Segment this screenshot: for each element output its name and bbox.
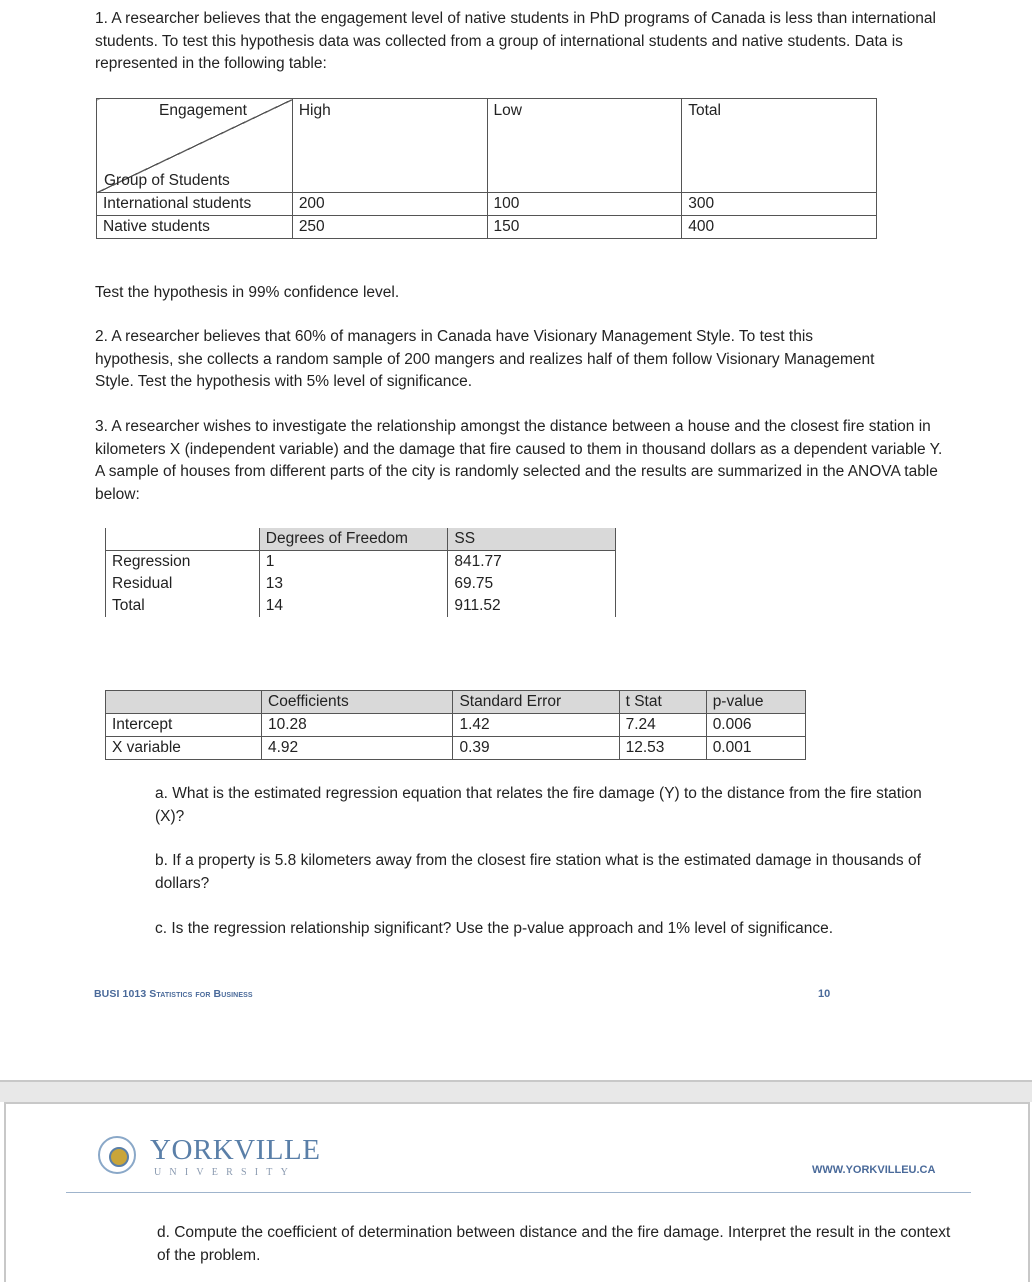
table-cell: 14 — [259, 595, 448, 617]
university-seal-icon — [98, 1136, 136, 1174]
header-divider — [66, 1192, 971, 1193]
table-row — [97, 216, 877, 239]
table-row — [106, 551, 616, 574]
question-2-text: 2. A researcher believes that 60% of managers in Canada have Visionary Management Style. To test this hypothesis, she collects a random sample of 200 mangers and realizes half of them follow Visionary Management Style. Test the hypothesis with 5% level of significance. — [95, 328, 875, 391]
table-row — [106, 737, 806, 760]
column-header: Low — [487, 99, 682, 193]
table-cell: 0.006 — [706, 714, 805, 737]
table-cell: 12.53 — [619, 737, 706, 760]
table-cell: 250 — [292, 216, 487, 239]
row-label: X variable — [106, 737, 262, 760]
table-cell: 0.001 — [706, 737, 805, 760]
question-1-test-text: Test the hypothesis in 99% confidence level. — [95, 284, 400, 301]
row-label: Total — [106, 595, 260, 617]
anova-header: SS — [448, 528, 616, 551]
coef-header: p-value — [706, 691, 805, 714]
page-separator — [0, 1082, 1032, 1102]
table-cell: 1 — [259, 551, 448, 574]
table-cell: 0.39 — [453, 737, 619, 760]
corner-bottom-label: Group of Students — [104, 172, 230, 189]
question-3c-text: c. Is the regression relationship significant? Use the p-value approach and 1% level of significance. — [155, 920, 834, 937]
table-cell: 1.42 — [453, 714, 619, 737]
anova-header: Degrees of Freedom — [259, 528, 448, 551]
row-label: Intercept — [106, 714, 262, 737]
table-cell: 13 — [259, 573, 448, 595]
question-3a-text: a. What is the estimated regression equation that relates the fire damage (Y) to the distance from the fire station (X)? — [155, 785, 922, 825]
row-label: International students — [97, 193, 293, 216]
table-row — [97, 193, 877, 216]
column-header: High — [292, 99, 487, 193]
question-3d-text: d. Compute the coefficient of determination between distance and the fire damage. Interpret the result in the context of the problem. — [157, 1224, 951, 1264]
table-cell: 200 — [292, 193, 487, 216]
table-cell: 10.28 — [262, 714, 453, 737]
footer-course-title: BUSI 1013 Statistics for Business — [94, 988, 253, 1000]
footer-page-number: 10 — [818, 988, 831, 1000]
table-cell: 7.24 — [619, 714, 706, 737]
table-cell: 100 — [487, 193, 682, 216]
table-cell: 150 — [487, 216, 682, 239]
table-cell: 400 — [682, 216, 877, 239]
table-cell: 300 — [682, 193, 877, 216]
coef-header: Standard Error — [453, 691, 619, 714]
table-corner-cell — [97, 99, 293, 193]
document-page-11 — [4, 1102, 1030, 1282]
coefficients-table — [105, 690, 806, 760]
row-label: Regression — [106, 551, 260, 574]
table-cell: 911.52 — [448, 595, 616, 617]
engagement-table — [96, 98, 877, 239]
coef-header-blank — [106, 691, 262, 714]
question-3b-text: b. If a property is 5.8 kilometers away from the closest fire station what is the estimated damage in thousands of dollars? — [155, 852, 921, 892]
anova-header-blank — [106, 528, 260, 551]
row-label: Native students — [97, 216, 293, 239]
column-header: Total — [682, 99, 877, 193]
anova-table — [105, 528, 616, 617]
coef-header: Coefficients — [262, 691, 453, 714]
question-3-text: 3. A researcher wishes to investigate the relationship amongst the distance between a house and the closest fire station in kilometers X (independent variable) and the damage that fire caused to them in thousand dollars as a dependent variable Y. A sample of houses from different parts of the city is randomly selected and the results are summarized in the ANOVA table below: — [95, 418, 943, 503]
question-1-text: 1. A researcher believes that the engagement level of native students in PhD programs of Canada is less than international students. To test this hypothesis data was collected from a group of international students and native students. Data is represented in the following table: — [95, 10, 936, 73]
website-link[interactable]: WWW.YORKVILLEU.CA — [812, 1164, 936, 1176]
table-cell: 69.75 — [448, 573, 616, 595]
logo-subtitle: UNIVERSITY — [154, 1167, 296, 1178]
table-cell: 4.92 — [262, 737, 453, 760]
table-cell: 841.77 — [448, 551, 616, 574]
coef-header: t Stat — [619, 691, 706, 714]
university-logo — [98, 1134, 358, 1179]
logo-name: YORKVILLE — [150, 1134, 321, 1166]
table-row — [106, 714, 806, 737]
row-label: Residual — [106, 573, 260, 595]
corner-top-label: Engagement — [159, 102, 247, 119]
table-row — [106, 595, 616, 617]
table-row — [106, 573, 616, 595]
